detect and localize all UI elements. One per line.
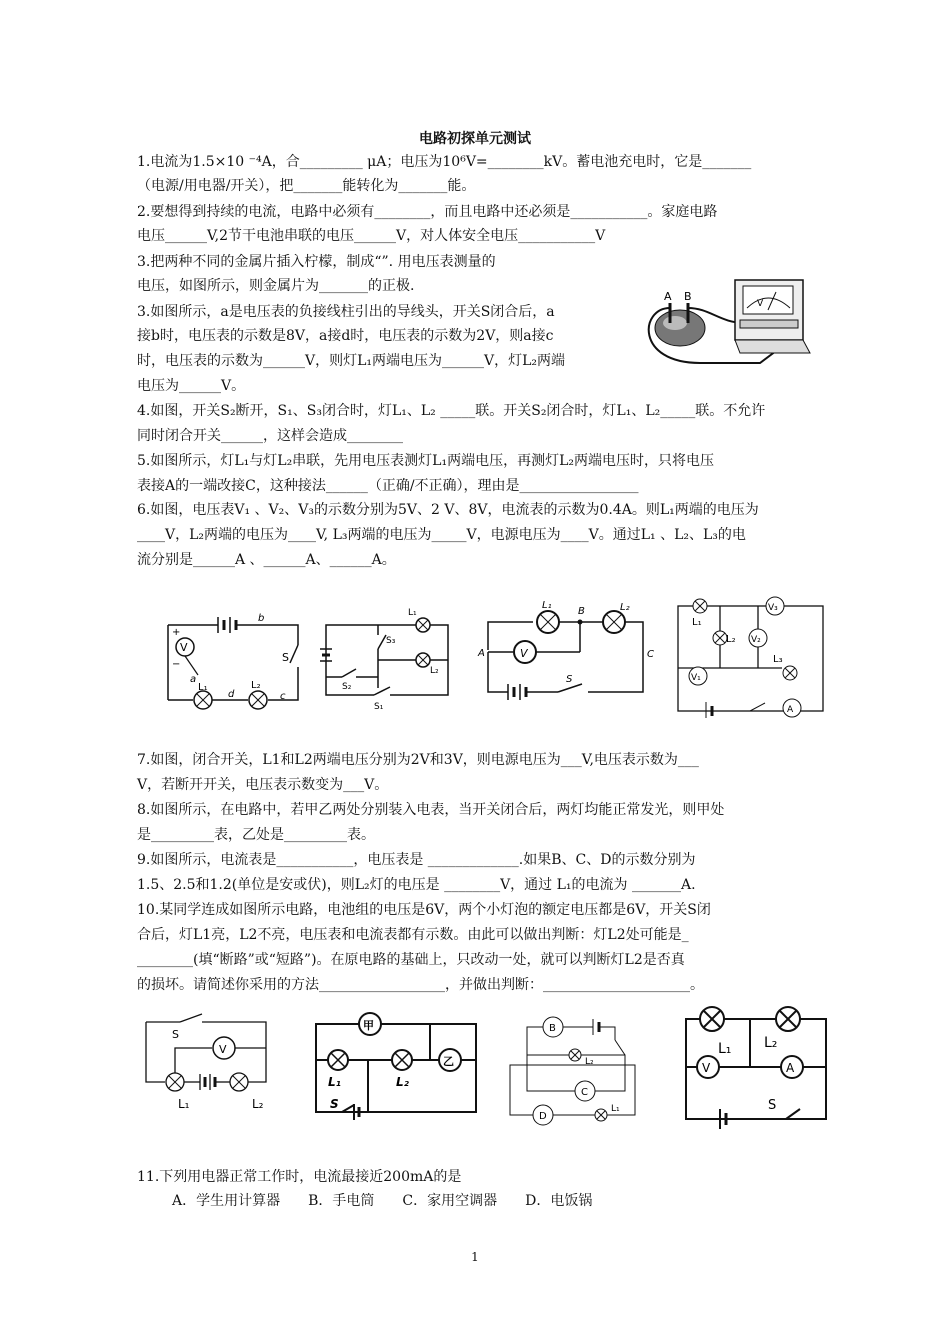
q9-line-2: 1.5、2.5和1.2(单位是安或伏)，则L₂灯的电压是 ________V，通过 L₁的电流为 _______A. — [137, 877, 696, 893]
fig4-label-l1: L₁ — [692, 617, 702, 628]
q6-line-2: ____V，L₂两端的电压为____V, L₃两端的电压为_____V，电源电压为____V。通过L₁ 、L₂、L₃的电 — [137, 527, 746, 543]
q3a-line-2: 电压，如图所示，则金属片为_______的正极. — [137, 278, 415, 294]
fig7-label-b: B — [549, 1023, 556, 1034]
fig3-label-a: A — [478, 648, 485, 659]
q11-options: A．学生用计算器 B．手电筒 C．家用空调器 D．电饭锅 — [172, 1193, 593, 1209]
fig1-plus: + — [172, 627, 181, 638]
fig7-label-l1: L₁ — [611, 1104, 620, 1114]
fig5-label-v: V — [219, 1043, 227, 1056]
fig1-minus: − — [172, 659, 181, 670]
figure-q4-switch-circuit — [318, 605, 458, 715]
lemon-label-b: B — [684, 290, 692, 303]
fig8-label-s: S — [768, 1098, 777, 1113]
fig1-label-b: b — [258, 613, 265, 624]
fig3-label-l2: L₂ — [620, 602, 630, 613]
q8-line-2: 是_________表，乙处是_________表。 — [137, 827, 375, 843]
figure-q8-circuit — [310, 1010, 485, 1122]
page-number: 1 — [471, 1250, 479, 1264]
fig1-label-a: a — [190, 674, 197, 685]
q6-line-3: 流分别是______A 、______A、______A。 — [137, 552, 396, 568]
lemon-label-a: A — [664, 290, 672, 303]
q3b-line-1: 3.如图所示，a是电压表的负接线柱引出的导线头，开关S闭合后，a — [137, 304, 555, 320]
fig4-label-v3: V₃ — [768, 603, 778, 613]
fig1-label-c: c — [280, 691, 286, 702]
q7-line-1: 7.如图，闭合开关，L1和L2两端电压分别为2V和3V，则电源电压为___V,电压表示数为___ — [137, 752, 699, 768]
q3b-line-2: 接b时，电压表的示数是8V，a接d时，电压表的示数为2V，则a接c — [137, 328, 554, 344]
fig6-label-l2: L₂ — [396, 1075, 409, 1089]
q8-line-1: 8.如图所示，在电路中，若甲乙两处分别装入电表，当开关闭合后，两灯均能正常发光，则甲处 — [137, 802, 725, 818]
q10-line-2: 合后，灯L1亮，L2不亮，电压表和电流表都有示数。由此可以做出判断：灯L2处可能是_ — [137, 927, 689, 943]
fig2-label-l2: L₂ — [430, 666, 439, 676]
q4-line-2: 同时闭合开关______，这样会造成________ — [137, 428, 403, 444]
fig2-label-s1: S₁ — [374, 702, 384, 712]
figure-q3-voltmeter-circuit — [158, 605, 308, 720]
fig3-label-b: B — [578, 606, 585, 617]
fig4-label-v2: V₂ — [751, 635, 761, 645]
q2-line-2: 电压______V,2节干电池串联的电压______V，对人体安全电压___________V — [137, 228, 606, 244]
q3a-line-1: 3.把两种不同的金属片插入柠檬，制成“”. 用电压表测量的 — [137, 254, 496, 270]
q2-line-1: 2.要想得到持续的电流，电路中必须有________，而且电路中还必须是___________。家庭电路 — [137, 204, 718, 220]
lemon-meter-label: V — [757, 299, 764, 309]
figure-q7-circuit — [140, 1012, 275, 1117]
q1-line-1: 1.电流为1.5×10 ⁻⁴A，合_________ μA；电压为10⁶V=________kV。蓄电池充电时，它是_______ — [137, 154, 752, 170]
fig8-label-v: V — [702, 1061, 711, 1075]
q3b-line-4: 电压为______V。 — [137, 378, 246, 394]
fig6-label-s: S — [330, 1097, 339, 1111]
q1-line-2: （电源/用电器/开关），把_______能转化为_______能。 — [137, 178, 476, 194]
fig7-label-d: D — [539, 1111, 547, 1122]
q6-line-1: 6.如图，电压表V₁ 、V₂、V₃的示数分别为5V、2 V、8V，电流表的示数为0.4A。则L₁两端的电压为 — [137, 502, 759, 518]
fig3-label-c: C — [647, 649, 654, 660]
q5-line-2: 表接A的一端改接C，这种接法______（正确/不正确），理由是_________________ — [137, 478, 639, 494]
q7-line-2: V，若断开开关，电压表示数变为___V。 — [137, 777, 389, 793]
q9-line-1: 9.如图所示，电流表是___________，电压表是 _____________.如果B、C、D的示数分别为 — [137, 852, 696, 868]
fig3-label-v: V — [520, 647, 528, 660]
fig2-label-s2: S₂ — [342, 682, 352, 692]
page-title: 电路初探单元测试 — [419, 131, 531, 147]
fig6-label-yi: 乙 — [443, 1055, 454, 1068]
fig8-label-l2: L₂ — [764, 1035, 778, 1051]
fig2-label-s3: S₃ — [386, 636, 396, 646]
fig5-label-l1: L₁ — [178, 1097, 190, 1111]
fig8-label-l1: L₁ — [718, 1041, 732, 1057]
q4-line-1: 4.如图，开关S₂断开，S₁、S₃闭合时，灯L₁、L₂ _____联。开关S₂闭合时，灯L₁、L₂_____联。不允许 — [137, 403, 766, 419]
q5-line-1: 5.如图所示，灯L₁与灯L₂串联，先用电压表测灯L₁两端电压，再测灯L₂两端电压时，只将电压 — [137, 453, 714, 469]
fig3-label-s: S — [566, 674, 573, 685]
q10-line-1: 10.某同学连成如图所示电路，电池组的电压是6V，两个小灯泡的额定电压都是6V，开关S闭 — [137, 902, 711, 918]
q3b-line-3: 时，电压表的示数为______V，则灯L₁两端电压为______V，灯L₂两端 — [137, 353, 566, 369]
fig6-label-jia: 甲 — [363, 1019, 374, 1032]
fig8-label-a: A — [786, 1061, 795, 1075]
q11-line: 11.下列用电器正常工作时，电流最接近200mA的是 — [137, 1169, 462, 1185]
figure-q10-circuit — [682, 1005, 832, 1140]
fig2-label-l1: L₁ — [408, 608, 417, 618]
fig1-label-l1: L₁ — [198, 682, 208, 693]
figure-q6-three-voltmeters — [670, 598, 830, 718]
q10-line-3: ________(填“断路”或“短路”)。在原电路的基础上，只改动一处，就可以判断灯L2是否真 — [137, 952, 685, 968]
fig3-label-l1: L₁ — [542, 600, 552, 611]
lemon-voltmeter-figure — [640, 268, 815, 373]
fig4-label-v1: V₁ — [691, 673, 701, 683]
fig1-label-l2: L₂ — [251, 680, 261, 691]
q10-line-4: 的损坏。请简述你采用的方法__________________，并做出判断：_____________________。 — [137, 977, 704, 993]
fig7-label-c: C — [581, 1087, 588, 1098]
fig4-label-l2: L₂ — [726, 634, 736, 645]
fig6-label-l1: L₁ — [328, 1075, 341, 1089]
fig5-label-l2: L₂ — [252, 1097, 264, 1111]
fig1-voltmeter: V — [180, 641, 188, 654]
fig4-label-a: A — [787, 705, 794, 715]
figure-q5-series-circuit — [478, 600, 658, 705]
fig4-label-l3: L₃ — [773, 654, 783, 665]
fig7-label-l2: L₂ — [585, 1057, 594, 1067]
fig5-label-s: S — [172, 1028, 179, 1041]
fig1-label-d: d — [228, 689, 235, 700]
fig1-label-s: S — [282, 651, 289, 664]
figure-q9-circuit — [505, 1015, 640, 1125]
